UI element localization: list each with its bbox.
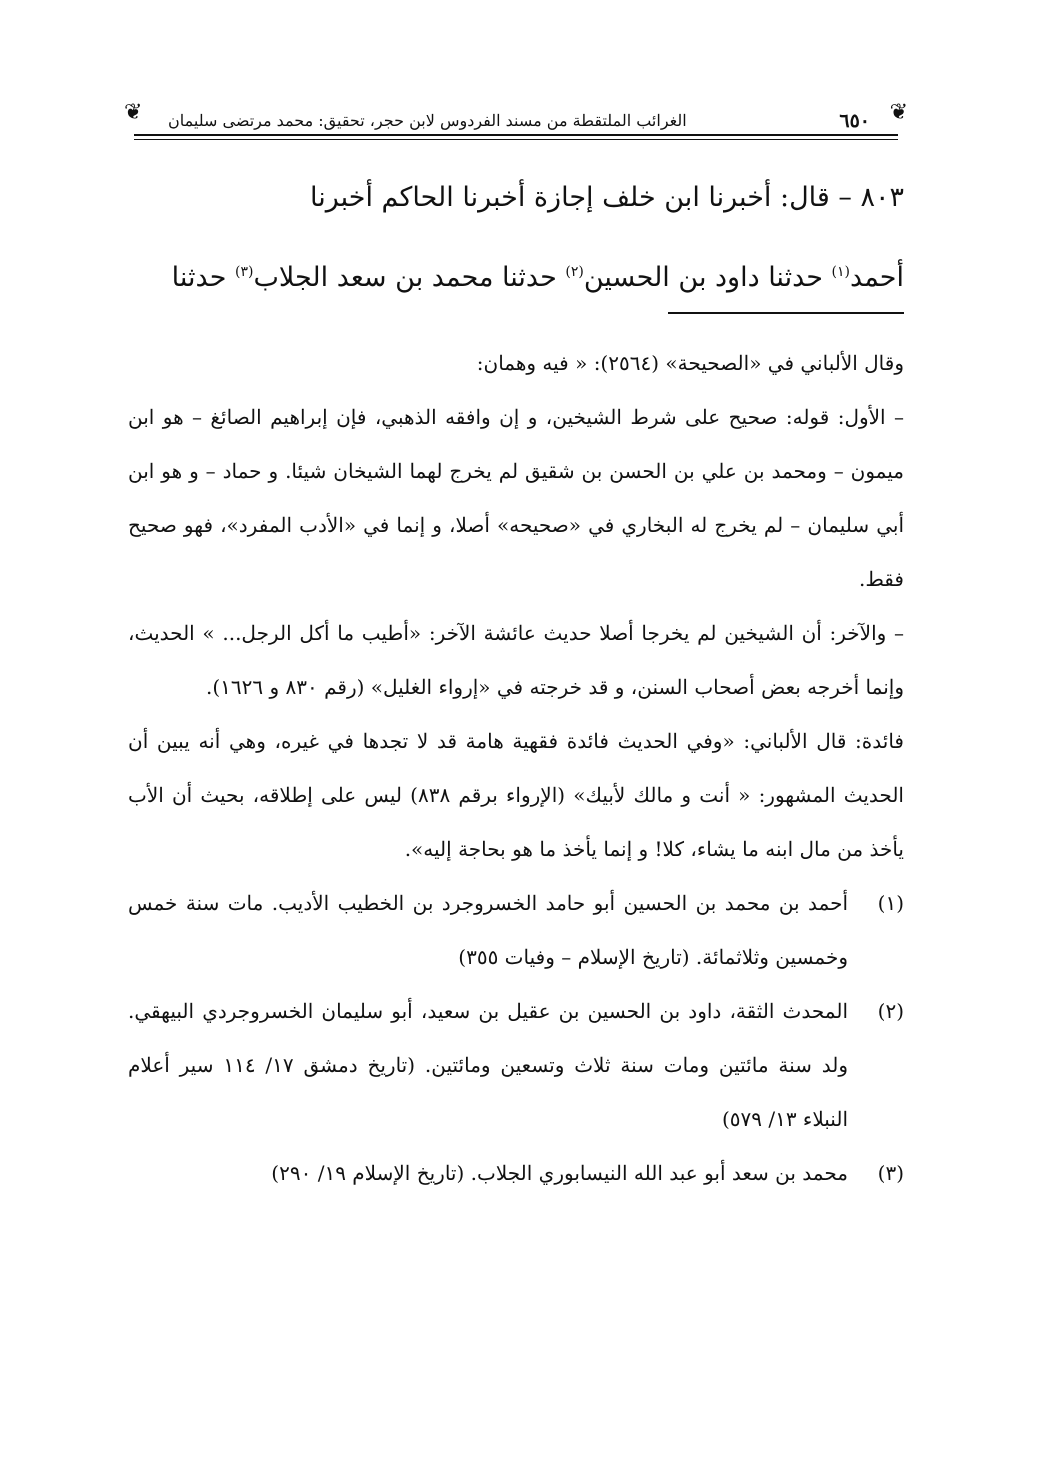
footnote-number: (١) xyxy=(877,891,904,915)
running-title: الغرائب الملتقطة من مسند الفردوس لابن حجر، تحقيق: محمد مرتضى سليمان xyxy=(168,111,687,130)
footnote-text: المحدث الثقة، داود بن الحسين بن عقيل بن سعيد، أبو سليمان الخسروجردي البيهقي. ولد سنة مائتين ومات سنة ثلاث وتسعين ومائتين. (تاريخ دمشق ١٧/ ١١٤ سير أعلام النبلاء ١٣/ ٥٧٩) xyxy=(128,999,848,1131)
footnote-text: أحمد بن محمد بن الحسين أبو حامد الخسروجرد بن الخطيب الأديب. مات سنة خمس وخمسين وثلاثمائة. (تاريخ الإسلام – وفيات ٣٥٥) xyxy=(128,891,848,969)
footnote-ref-1[interactable]: (١) xyxy=(831,264,851,280)
footnote-3 xyxy=(128,1146,904,1200)
benefit-note: فائدة: قال الألباني: «وفي الحديث فائدة فقهية هامة قد لا تجدها في غيره، وهي أنه يبين أن الحديث المشهور: « أنت و مالك لأبيك» (الإرواء برقم ٨٣٨) ليس على إطلاقه، بحيث أن الأب يأخذ من مال ابنه ما يشاء، كلا! و إنما يأخذ ما هو بحاجة إليه». xyxy=(128,729,904,861)
ornament-left-icon: ❦ xyxy=(124,100,143,125)
narrator-ahmad: أحمد xyxy=(850,262,904,293)
footnote-number: (٣) xyxy=(877,1161,904,1185)
footnote-2 xyxy=(128,984,904,1146)
footnote-ref-3[interactable]: (٣) xyxy=(235,264,254,280)
narrator-dawud: حدثنا داود بن الحسين xyxy=(583,262,832,293)
hadith-text xyxy=(128,158,904,318)
hadith-line-2 xyxy=(128,238,904,318)
page-header xyxy=(124,96,908,140)
header-rule-thin xyxy=(134,139,898,140)
footnote-1 xyxy=(128,876,904,984)
page-number: ٦٥٠ xyxy=(839,110,870,132)
footnote-ref-2[interactable]: (٢) xyxy=(565,264,584,280)
narrator-muhammad: حدثنا محمد بن سعد الجلاب xyxy=(253,262,566,293)
narration-continue: حدثنا xyxy=(171,262,235,293)
ornament-right-icon: ❦ xyxy=(889,100,908,125)
footnote-text: محمد بن سعد أبو عبد الله النيسابوري الجلاب. (تاريخ الإسلام ١٩/ ٢٩٠) xyxy=(271,1161,848,1185)
first-point: – الأول: قوله: صحيح على شرط الشيخين، و إن وافقه الذهبي، فإن إبراهيم الصائغ – هو ابن ميمون – ومحمد بن علي بن الحسن بن شقيق لم يخرج لهما الشيخان شيئا. و حماد – و هو ابن أبي سليمان – لم يخرج له البخاري في «صحيحه» أصلا، و إنما في «الأدب المفرد»، فهو صحيح فقط. xyxy=(128,405,904,591)
hadith-line-1: ٨٠٣ – قال: أخبرنا ابن خلف إجازة أخبرنا الحاكم أخبرنا xyxy=(310,182,904,213)
second-point: – والآخر: أن الشيخين لم يخرجا أصلا حديث عائشة الآخر: «أطيب ما أكل الرجل... » الحديث، وإنما أخرجه بعض أصحاب السنن، و قد خرجته في «إرواء الغليل» (رقم ٨٣٠ و ١٦٢٦). xyxy=(128,621,904,699)
albani-intro: وقال الألباني في «الصحيحة» (٢٥٦٤): « فيه وهمان: xyxy=(476,351,904,375)
footnotes-section xyxy=(128,336,904,1200)
header-rule xyxy=(134,134,898,136)
footnote-separator xyxy=(668,312,904,314)
footnote-number: (٢) xyxy=(877,999,904,1023)
